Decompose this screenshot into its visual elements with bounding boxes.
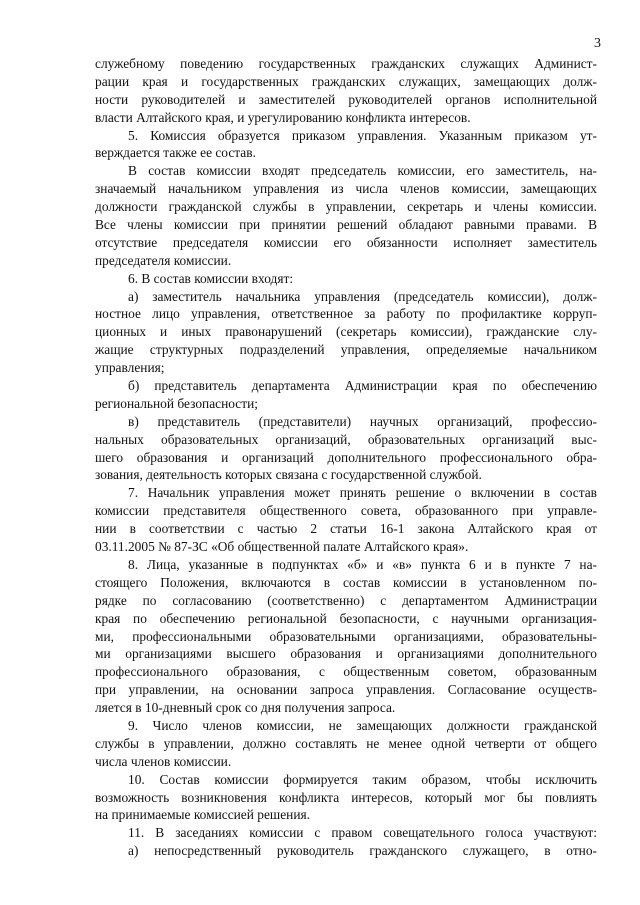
text-line: 9. Число членов комиссии, не замещающих должности гражданской	[128, 717, 597, 733]
text-line: зования, деятельность которых связана с государственной службой.	[95, 467, 482, 483]
text-line: 8. Лица, указанные в подпунктах «б» и «в» пункта 6 и в пункте 7 на-	[128, 556, 597, 572]
text-line: числа членов комиссии.	[95, 753, 232, 769]
text-line: рации края и государственных гражданских служащих, замещающих долж-	[95, 73, 597, 89]
text-line: верждается также ее состав.	[95, 145, 256, 161]
text-line: края по обеспечению региональной безопасности, с научными организация-	[95, 610, 597, 626]
document-body	[95, 55, 597, 860]
text-line: 6. В состав комиссии входят:	[128, 270, 294, 286]
text-line: нии в соответствии с частью 2 статьи 16-1 закона Алтайского края от	[95, 521, 597, 537]
text-line: ности руководителей и заместителей руководителей органов исполнительной	[95, 91, 597, 107]
text-line: 03.11.2005 № 87-ЗС «Об общественной палате Алтайского края».	[95, 539, 469, 555]
text-line: отсутствие председателя комиссии его обязанности исполняет заместитель	[95, 234, 597, 250]
text-line: председателя комиссии.	[95, 252, 232, 268]
text-line: в) представитель (представители) научных организаций, профессио-	[128, 413, 597, 429]
text-line: должности гражданской службы в управлении, секретарь и члены комиссии.	[95, 199, 597, 215]
text-line: на принимаемые комиссией решения.	[95, 807, 310, 823]
text-line: региональной безопасности;	[95, 395, 258, 411]
text-line: значаемый начальником управления из числа членов комиссии, замещающих	[95, 181, 597, 197]
text-line: ми организациями высшего образования и организациями дополнительного	[95, 646, 597, 662]
text-line: ционных и иных правонарушений (секретарь комиссии), гражданские слу-	[95, 324, 597, 340]
text-line: ностное лицо управления, ответственное за работу по профилактике корруп-	[95, 306, 597, 322]
text-line: а) непосредственный руководитель гражданского служащего, в отно-	[128, 843, 597, 859]
text-line: рядке по согласованию (соответственно) с департаментом Администрации	[95, 592, 597, 608]
text-line: Все члены комиссии при принятии решений обладают равными правами. В	[95, 217, 597, 233]
text-line: возможность возникновения конфликта интересов, который мог бы повлиять	[95, 789, 597, 805]
text-line: шего образования и организаций дополнительного профессионального обра-	[95, 449, 597, 465]
text-line: служебному поведению государственных гражданских служащих Админист-	[95, 56, 597, 71]
page-number: 3	[594, 36, 601, 51]
text-line: стоящего Положения, включаются в состав комиссии в установленном по-	[95, 574, 597, 590]
text-line: власти Алтайского края, и урегулированию конфликта интересов.	[95, 109, 471, 125]
text-line: комиссии представителя общественного совета, образованного при управле-	[95, 503, 597, 519]
text-line: б) представитель департамента Администрации края по обеспечению	[128, 378, 597, 394]
text-line: 10. Состав комиссии формируется таким образом, чтобы исключить	[128, 771, 597, 787]
text-line: жащие структурных подразделений управления, определяемые начальником	[95, 342, 597, 358]
text-line: 11. В заседаниях комиссии с правом совещательного голоса участвуют:	[128, 825, 597, 841]
text-line: В состав комиссии входят председатель комиссии, его заместитель, на-	[128, 163, 597, 179]
text-line: ми, профессиональными образовательными организациями, образовательны-	[95, 628, 597, 644]
text-line: а) заместитель начальника управления (председатель комиссии), долж-	[128, 288, 597, 304]
text-line: службы в управлении, должно составлять не менее одной четверти от общего	[95, 735, 597, 751]
text-line: профессионального образования, с общественным советом, образованным	[95, 664, 597, 680]
text-line: управления;	[95, 360, 165, 376]
text-line: при управлении, на основании запроса управления. Согласование осуществ-	[95, 682, 597, 698]
text-line: ляется в 10-дневный срок со дня получения запроса.	[95, 700, 396, 716]
text-line: 5. Комиссия образуется приказом управления. Указанным приказом ут-	[128, 127, 597, 143]
text-line: 7. Начальник управления может принять решение о включении в состав	[128, 485, 597, 501]
text-line: нальных образовательных организаций, образовательных организаций выс-	[95, 431, 597, 447]
